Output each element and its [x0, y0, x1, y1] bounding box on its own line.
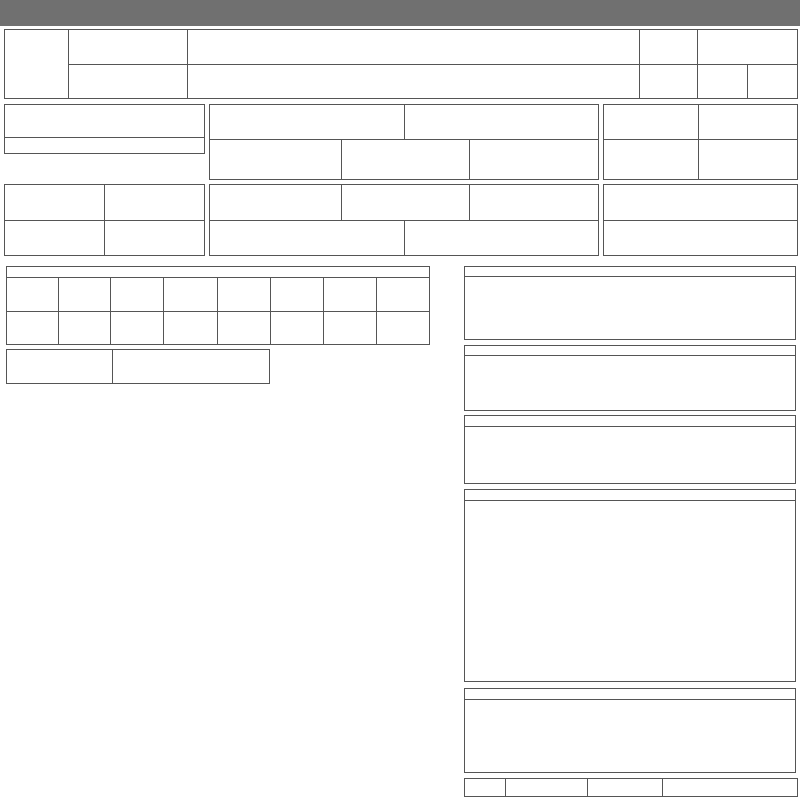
documents-box	[603, 104, 798, 180]
header-bar	[0, 0, 800, 26]
mileage-box	[4, 104, 205, 154]
special-box	[464, 355, 796, 411]
appeal-box	[464, 276, 796, 340]
check-row	[464, 778, 798, 797]
repair-box	[464, 426, 796, 484]
crane-freezer-box	[6, 349, 270, 384]
change-box	[464, 699, 796, 773]
notes-box	[464, 500, 796, 682]
